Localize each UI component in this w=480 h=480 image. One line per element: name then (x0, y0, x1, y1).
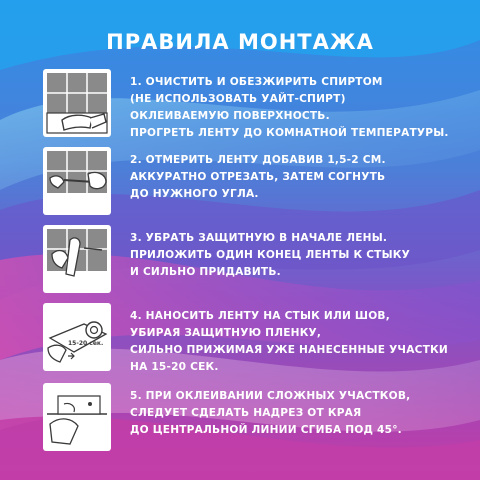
step-4-text (130, 308, 470, 376)
step-line: 3. УБРАТЬ ЗАЩИТНУЮ В НАЧАЛЕ ЛЕНЫ. (130, 232, 388, 244)
tile-wipe-icon (44, 70, 110, 136)
step-line: СЛЕДУЕТ СДЕЛАТЬ НАДРЕЗ ОТ КРАЯ (130, 407, 362, 419)
step-1-text (130, 74, 470, 142)
tape-press-icon (44, 304, 110, 370)
step-3-text (130, 230, 470, 281)
tape-peel-icon (44, 226, 110, 292)
step-line: (НЕ ИСПОЛЬЗОВАТЬ УАЙТ-СПИРТ) (130, 93, 346, 105)
step-5-text (130, 388, 470, 439)
step-line: ПРИЛОЖИТЬ ОДИН КОНЕЦ ЛЕНТЫ К СТЫКУ (130, 249, 411, 261)
tape-corner-cut-icon (44, 384, 110, 450)
step-3 (44, 226, 464, 292)
step-line: ПРОГРЕТЬ ЛЕНТУ ДО КОМНАТНОЙ ТЕМПЕРАТУРЫ. (130, 127, 449, 139)
step-line: 2. ОТМЕРИТЬ ЛЕНТУ ДОБАВИВ 1,5-2 СМ. (130, 154, 386, 166)
step-line: ДО ЦЕНТРАЛЬНОЙ ЛИНИИ СГИБА ПОД 45°. (130, 424, 402, 436)
step-2-text (130, 152, 470, 203)
step-line: 5. ПРИ ОКЛЕИВАНИИ СЛОЖНЫХ УЧАСТКОВ, (130, 390, 411, 402)
step-line: ДО НУЖНОГО УГЛА. (130, 188, 259, 200)
step-1 (44, 70, 464, 139)
step-line: 1. ОЧИСТИТЬ И ОБЕЗЖИРИТЬ СПИРТОМ (130, 76, 383, 88)
step-line: И СИЛЬНО ПРИДАВИТЬ. (130, 266, 281, 278)
step-line: НА 15-20 СЕК. (130, 361, 219, 373)
step-4 (44, 304, 464, 373)
step-line: УБИРАЯ ЗАЩИТНУЮ ПЛЕНКУ, (130, 327, 322, 339)
step-5 (44, 384, 464, 450)
tape-measure-icon (44, 148, 110, 214)
step-line: ОКЛЕИВАЕМУЮ ПОВЕРХНОСТЬ. (130, 110, 330, 122)
step-2 (44, 148, 464, 214)
step-line: СИЛЬНО ПРИЖИМАЯ УЖЕ НАНЕСЕННЫЕ УЧАСТКИ (130, 344, 448, 356)
page-title: ПРАВИЛА МОНТАЖА (106, 30, 374, 54)
timer-badge: 15-20 сек. (68, 340, 104, 347)
step-line: АККУРАТНО ОТРЕЗАТЬ, ЗАТЕМ СОГНУТЬ (130, 171, 386, 183)
step-line: 4. НАНОСИТЬ ЛЕНТУ НА СТЫК ИЛИ ШОВ, (130, 310, 390, 322)
